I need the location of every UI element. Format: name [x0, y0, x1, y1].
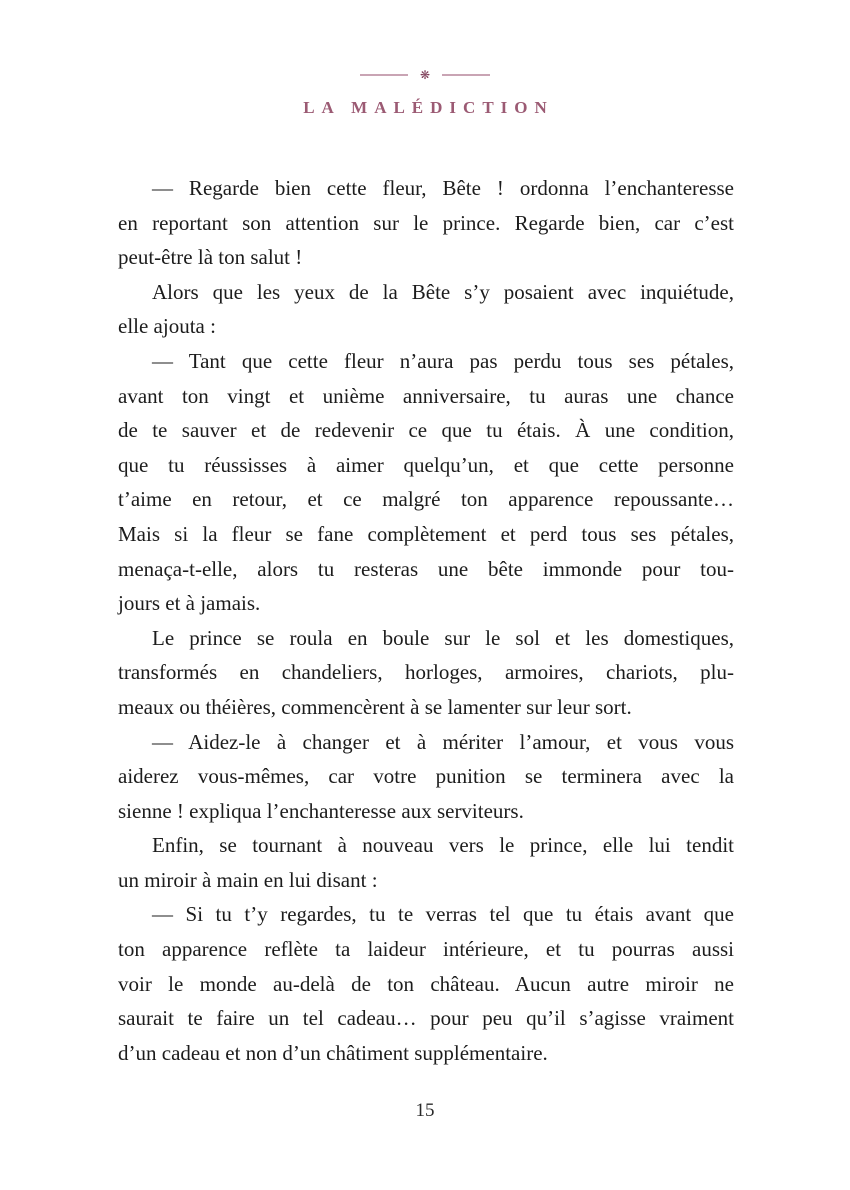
ornament-rule-left	[360, 74, 408, 76]
text-line: voir le monde au-delà de ton château. Aucun autre miroir ne	[118, 971, 734, 996]
paragraph	[118, 828, 734, 897]
text-line: jours et à jamais.	[118, 591, 261, 616]
text-line: menaça-t-elle, alors tu resteras une bête immonde pour tou-	[118, 556, 734, 581]
paragraph	[118, 725, 734, 829]
text-line: de te sauver et de redevenir ce que tu étais. À une condition,	[118, 418, 734, 443]
text-line: — Aidez-le à changer et à mériter l’amour, et vous vous	[152, 729, 734, 754]
text-line: elle ajouta :	[118, 314, 216, 339]
text-line: meaux ou théières, commencèrent à se lamenter sur leur sort.	[118, 694, 632, 719]
text-line: Le prince se roula en boule sur le sol et les domestiques,	[152, 625, 734, 650]
text-line: Alors que les yeux de la Bête s’y posaient avec inquiétude,	[152, 279, 734, 304]
body-text	[118, 171, 734, 1070]
ornament-rule-right	[442, 74, 490, 76]
florette-icon: ❋	[419, 68, 431, 82]
text-line: aiderez vous-mêmes, car votre punition se terminera avec la	[118, 764, 734, 789]
text-line: — Tant que cette fleur n’aura pas perdu tous ses pétales,	[152, 348, 734, 373]
text-line: sienne ! expliqua l’enchanteresse aux serviteurs.	[118, 798, 524, 823]
paragraph	[118, 275, 734, 344]
text-line: t’aime en retour, et ce malgré ton apparence repoussante…	[118, 487, 734, 512]
text-line: que tu réussisses à aimer quelqu’un, et que cette personne	[118, 452, 734, 477]
text-line: Enfin, se tournant à nouveau vers le prince, elle lui tendit	[152, 833, 734, 858]
paragraph	[118, 897, 734, 1070]
text-line: saurait te faire un tel cadeau… pour peu qu’il s’agisse vraiment	[118, 1006, 734, 1031]
text-line: ton apparence reflète ta laideur intérieure, et tu pourras aussi	[118, 937, 734, 962]
text-line: — Si tu t’y regardes, tu te verras tel que tu étais avant que	[152, 902, 734, 927]
paragraph	[118, 621, 734, 725]
text-line: — Regarde bien cette fleur, Bête ! ordonna l’enchanteresse	[152, 176, 734, 200]
text-line: d’un cadeau et non d’un châtiment supplémentaire.	[118, 1040, 548, 1065]
text-line: transformés en chandeliers, horloges, armoires, chariots, plu-	[118, 660, 734, 685]
paragraph	[118, 171, 734, 275]
text-line: peut-être là ton salut !	[118, 245, 303, 270]
text-line: avant ton vingt et unième anniversaire, tu auras une chance	[118, 383, 734, 408]
page-number: 15	[415, 1100, 435, 1121]
chapter-title: LA MALÉDICTION	[303, 98, 554, 117]
text-line: un miroir à main en lui disant :	[118, 867, 378, 892]
text-line: en reportant son attention sur le prince. Regarde bien, car c’est	[118, 210, 734, 235]
chapter-ornament	[0, 66, 850, 84]
text-line: Mais si la fleur se fane complètement et perd tous ses pétales,	[118, 521, 734, 546]
paragraph	[118, 344, 734, 621]
